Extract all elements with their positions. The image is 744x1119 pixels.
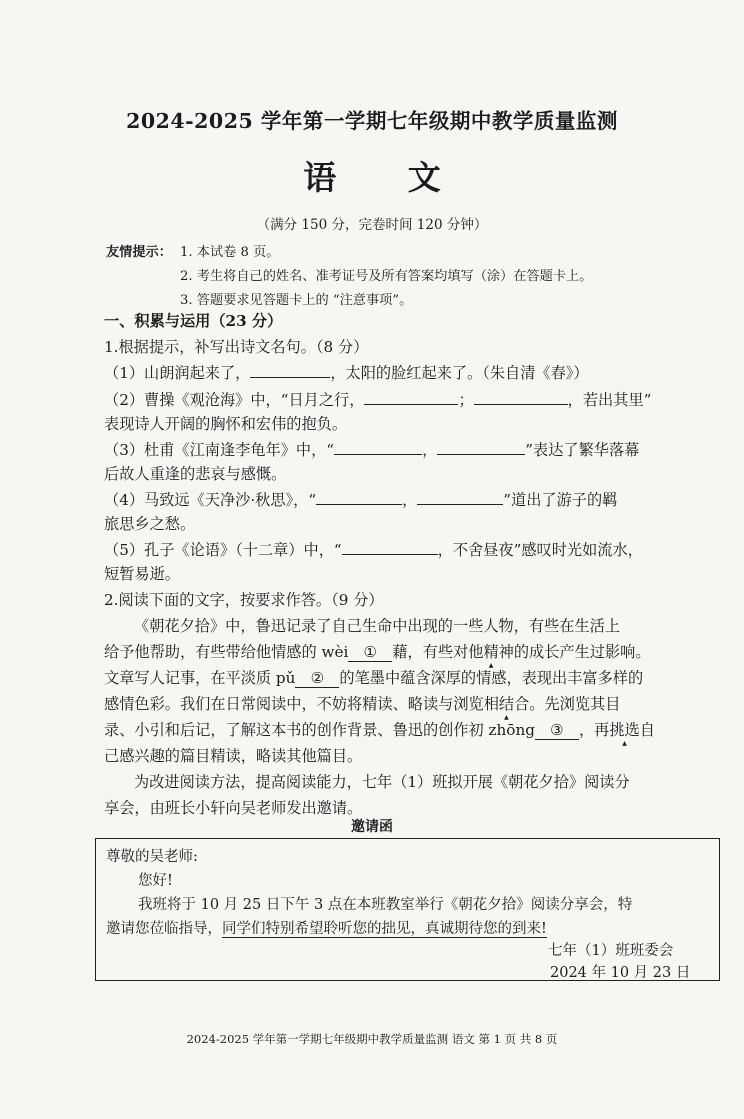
letter-date: 2024 年 10 月 23 日 <box>550 965 691 981</box>
answer-blank[interactable] <box>474 389 568 405</box>
passage-line: 《朝花夕拾》中，鲁迅记录了自己生命中出现的一些人物，有些在生活上 <box>134 617 620 635</box>
section-heading: 一、积累与运用（23 分） <box>104 312 283 330</box>
answer-blank[interactable] <box>250 362 330 378</box>
letter-salutation: 尊敬的吴老师: <box>106 849 198 865</box>
question-1-2: （2）曹操《观沧海》中，“日月之行， ； ，若出其里” <box>104 391 652 409</box>
question-1-5: （5）孔子《论语》（十二章）中，“ ，不舍昼夜”感叹时光如流水， <box>104 541 643 559</box>
tip-item: 3. 答题要求见答题卡上的 “注意事项”。 <box>180 293 413 308</box>
answer-blank[interactable] <box>342 539 438 555</box>
question-2-stem: 2.阅读下面的文字，按要求作答。（9 分） <box>104 591 384 609</box>
question-1-5-cont: 短暂易逝。 <box>104 565 180 583</box>
passage-line: 录、小引和后记，了解这本书的创作背景、鲁迅的创作初 zhōng ③ ，再挑选 ▲自 <box>104 719 655 740</box>
invitation-letter <box>95 838 720 981</box>
letter-body: 邀请您莅临指导，同学们特别希望聆听您的拙见，真诚期待您的到来! <box>106 921 547 937</box>
friendly-tips <box>106 241 592 313</box>
underlined-sentence: 同学们特别希望聆听您的拙见，真诚期待您的到来! <box>222 921 547 937</box>
letter-greeting: 您好! <box>138 873 173 889</box>
letter-title: 邀请函 <box>351 819 393 835</box>
question-1-4-cont: 旅思乡之愁。 <box>104 515 196 533</box>
pinyin-blank-3[interactable]: ③ <box>535 721 579 740</box>
exam-meta: （满分 150 分，完卷时间 120 分钟） <box>256 217 488 233</box>
answer-blank[interactable] <box>334 439 422 455</box>
tips-label: 友情提示： <box>106 245 172 260</box>
subject-title: 语 文 <box>303 158 471 197</box>
pinyin-blank-1[interactable]: ① <box>348 643 392 662</box>
question-1-3-cont: 后故人重逢的悲哀与感慨。 <box>104 465 287 483</box>
passage-line: 感情色彩。我们在日常阅读中，不妨将精读、略读与浏览相结 ▲合。先浏览其目 <box>104 693 620 714</box>
question-1-4: （4）马致远《天净沙·秋思》，“ ， ”道出了游子的羁 <box>104 491 618 509</box>
question-1-3: （3）杜甫《江南逢李龟年》中，“ ， ”表达了繁华落幕 <box>104 441 640 459</box>
question-1-1: （1）山朗润起来了， ，太阳的脸红起来了。（朱自清《春》） <box>104 364 589 382</box>
page-footer: 2024-2025 学年第一学期七年级期中教学质量监测 语文 第 1 页 共 8 页 <box>186 1032 558 1046</box>
exam-title: 2024-2025 学年第一学期七年级期中教学质量监测 <box>126 109 618 133</box>
question-1-2-cont: 表现诗人开阔的胸怀和宏伟的抱负。 <box>104 415 347 433</box>
answer-blank[interactable] <box>437 439 525 455</box>
passage-line: 享会，由班长小轩向吴老师发出邀请。 <box>104 799 363 817</box>
passage-line: 给予他帮助，有些带给他情感的 wèi ① 藉，有些对他精 ▲神的成长产生过影响。 <box>104 641 651 662</box>
answer-blank[interactable] <box>316 489 402 505</box>
passage-line: 为改进阅读方法，提高阅读能力，七年（1）班拟开展《朝花夕拾》阅读分 <box>134 773 630 791</box>
passage-line: 己感兴趣的篇目精读，略读其他篇目。 <box>104 747 363 765</box>
answer-blank[interactable] <box>417 489 503 505</box>
tip-item: 1. 本试卷 8 页。 <box>180 245 280 260</box>
letter-body: 我班将于 10 月 25 日下午 3 点在本班教室举行《朝花夕拾》阅读分享会，特 <box>138 897 633 913</box>
pinyin-blank-2[interactable]: ② <box>295 669 339 688</box>
answer-blank[interactable] <box>364 389 458 405</box>
tip-item: 2. 考生将自己的姓名、准考证号及所有答案均填写（涂）在答题卡上。 <box>180 269 593 284</box>
question-1-stem: 1.根据提示，补写出诗文名句。（8 分） <box>104 338 369 356</box>
passage-line: 文章写人记事，在平淡质 pǔ ② 的笔墨中蕴含深厚的情感，表现出丰富多样的 <box>104 669 644 687</box>
letter-signer: 七年（1）班班委会 <box>548 943 674 959</box>
